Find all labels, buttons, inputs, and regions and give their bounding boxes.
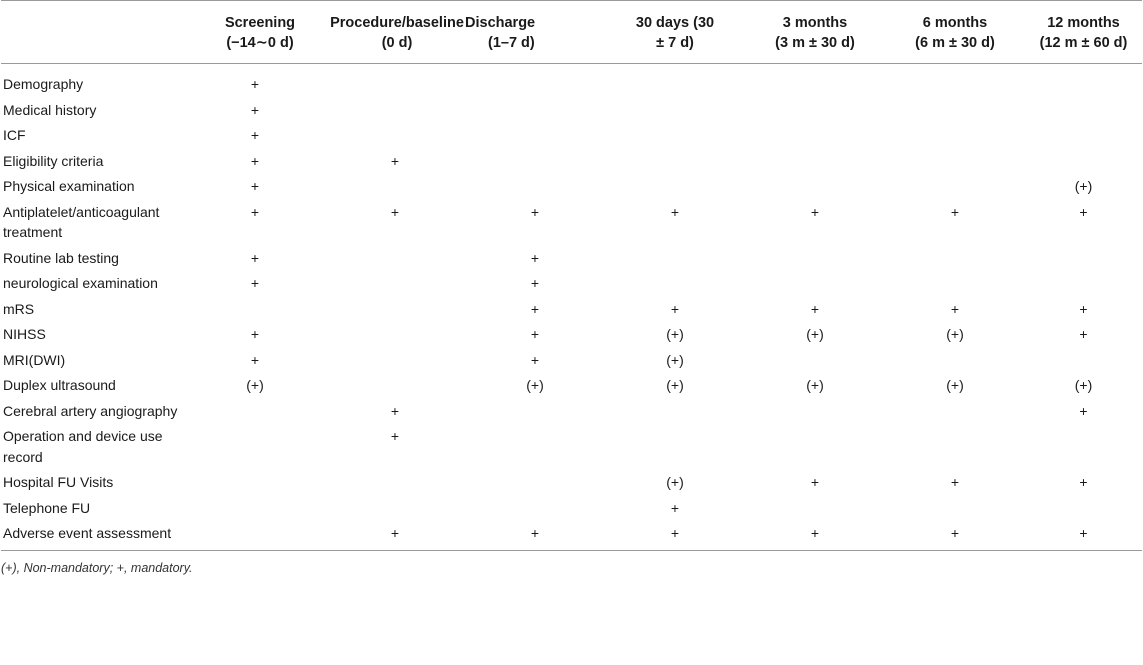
table-cell: + xyxy=(530,275,540,291)
table-cell xyxy=(325,270,465,296)
table-cell: + xyxy=(670,300,680,317)
row-label: Cerebral artery angiography xyxy=(3,402,178,419)
table-cell xyxy=(465,423,605,469)
table-cell: (+) xyxy=(666,474,684,490)
row-label: ICF xyxy=(3,127,26,143)
table-cell: (+) xyxy=(246,377,264,393)
table-cell xyxy=(465,398,605,424)
table-cell xyxy=(1025,122,1142,148)
table-cell xyxy=(1025,97,1142,123)
header-line-2: ± 7 d) xyxy=(656,35,694,51)
table-cell xyxy=(605,64,745,97)
row-label: Routine lab testing xyxy=(3,249,119,266)
table-header xyxy=(1,1,1142,64)
table-row xyxy=(1,245,1142,271)
row-label: mRS xyxy=(3,300,35,317)
table-cell xyxy=(1025,347,1142,373)
table-cell: + xyxy=(530,525,540,541)
study-schedule-table xyxy=(1,0,1142,550)
table-cell xyxy=(185,423,325,469)
table-cell xyxy=(885,245,1025,271)
table-cell xyxy=(605,423,745,469)
header-screening xyxy=(185,1,325,64)
table-cell: + xyxy=(530,300,540,317)
table-cell xyxy=(885,148,1025,174)
table-cell xyxy=(605,398,745,424)
table-cell xyxy=(605,122,745,148)
row-label: Medical history xyxy=(3,101,97,118)
table-cell xyxy=(185,495,325,521)
table-cell xyxy=(885,122,1025,148)
table-cell xyxy=(465,122,605,148)
table-cell xyxy=(465,495,605,521)
table-cell xyxy=(745,270,885,296)
table-cell xyxy=(885,270,1025,296)
table-cell xyxy=(605,148,745,174)
table-cell xyxy=(325,321,465,347)
row-label: Adverse event assessment xyxy=(3,525,172,541)
table-row xyxy=(1,469,1142,495)
table-cell xyxy=(325,97,465,123)
row-label: Operation and device use record xyxy=(3,428,163,465)
table-cell xyxy=(465,64,605,97)
table-cell xyxy=(325,245,465,271)
table-cell xyxy=(325,122,465,148)
table-row xyxy=(1,148,1142,174)
table-cell xyxy=(605,245,745,271)
header-line-1: Discharge xyxy=(465,15,536,31)
table-cell xyxy=(745,122,885,148)
table-cell: + xyxy=(1079,402,1088,419)
table-cell xyxy=(1025,270,1142,296)
header-blank xyxy=(1,1,185,64)
table-cell: + xyxy=(250,275,260,291)
table-cell: + xyxy=(810,203,820,220)
table-cell: + xyxy=(1079,203,1088,220)
table-cell xyxy=(325,372,465,398)
row-label: MRI(DWI) xyxy=(3,351,66,368)
table-cell xyxy=(325,173,465,199)
table-cell xyxy=(465,173,605,199)
table-cell xyxy=(745,173,885,199)
table-cell: + xyxy=(670,525,680,541)
table-cell xyxy=(325,347,465,373)
row-label: Physical examination xyxy=(3,178,135,194)
row-label: Duplex ultrasound xyxy=(3,377,116,393)
footnote-text: (+), Non-mandatory; +, mandatory. xyxy=(1,560,193,575)
table-cell: (+) xyxy=(806,377,824,393)
header-procedure-baseline xyxy=(325,1,465,64)
header-discharge xyxy=(465,1,605,64)
table-cell xyxy=(1025,64,1142,97)
table-cell: + xyxy=(250,351,260,368)
table-cell: (+) xyxy=(666,377,684,393)
table-cell: + xyxy=(1079,300,1088,317)
table-footnote xyxy=(1,550,1142,575)
table-cell xyxy=(325,296,465,322)
table-cell xyxy=(465,148,605,174)
table-cell xyxy=(1025,245,1142,271)
header-line-2: (−14∼0 d) xyxy=(226,35,294,51)
table-row xyxy=(1,347,1142,373)
table-cell xyxy=(745,148,885,174)
table-cell: + xyxy=(670,203,680,220)
table-row xyxy=(1,296,1142,322)
table-cell: + xyxy=(250,152,260,169)
table-cell: + xyxy=(390,203,400,220)
table-row xyxy=(1,423,1142,469)
table-cell: + xyxy=(390,152,400,169)
table-cell: + xyxy=(950,300,960,317)
header-line-1: 30 days (30 xyxy=(635,15,715,31)
table-cell xyxy=(185,398,325,424)
table-cell: + xyxy=(530,203,540,220)
table-cell: + xyxy=(810,525,820,541)
table-cell xyxy=(605,97,745,123)
table-cell: + xyxy=(530,326,540,342)
table-cell xyxy=(885,347,1025,373)
table-cell xyxy=(325,469,465,495)
table-cell xyxy=(745,495,885,521)
row-label: Demography xyxy=(3,76,84,92)
table-cell: + xyxy=(390,402,400,419)
table-cell: + xyxy=(1079,474,1088,490)
table-cell xyxy=(465,469,605,495)
table-row xyxy=(1,199,1142,245)
header-6-months xyxy=(885,1,1025,64)
table-row xyxy=(1,372,1142,398)
table-cell xyxy=(185,296,325,322)
table-cell: + xyxy=(250,178,260,194)
header-line-2: (3 m ± 30 d) xyxy=(775,35,855,51)
table-cell: + xyxy=(250,127,260,143)
table-cell xyxy=(185,520,325,550)
table-cell: (+) xyxy=(526,377,544,393)
header-3-months xyxy=(745,1,885,64)
table-cell xyxy=(745,347,885,373)
table-cell: + xyxy=(950,525,960,541)
table-cell: + xyxy=(250,249,260,266)
table-row xyxy=(1,122,1142,148)
row-label: Telephone FU xyxy=(3,499,91,516)
header-line-1: 6 months xyxy=(922,15,988,31)
table-cell: + xyxy=(670,499,680,516)
table-cell: + xyxy=(390,428,400,444)
table-cell xyxy=(605,173,745,199)
table-cell xyxy=(745,64,885,97)
table-cell: (+) xyxy=(666,351,684,368)
table-cell: + xyxy=(950,203,960,220)
header-line-2: (1–7 d) xyxy=(488,35,535,51)
table-cell: + xyxy=(530,249,540,266)
table-row xyxy=(1,173,1142,199)
row-label: NIHSS xyxy=(3,326,46,342)
table-cell xyxy=(185,469,325,495)
table-cell: + xyxy=(250,326,260,342)
row-label: neurological examination xyxy=(3,275,158,291)
table-body xyxy=(1,64,1142,550)
table-cell: (+) xyxy=(806,326,824,342)
table-row xyxy=(1,398,1142,424)
table-cell xyxy=(885,495,1025,521)
table-cell xyxy=(885,97,1025,123)
header-row xyxy=(1,1,1142,64)
table-cell xyxy=(885,64,1025,97)
header-30-days xyxy=(605,1,745,64)
row-label: Hospital FU Visits xyxy=(3,474,114,490)
header-line-1: Screening xyxy=(224,15,296,31)
table-cell: + xyxy=(950,474,960,490)
table-cell xyxy=(1025,148,1142,174)
table-cell xyxy=(1025,495,1142,521)
table-cell: + xyxy=(250,76,260,92)
table-cell xyxy=(465,97,605,123)
table-cell xyxy=(885,398,1025,424)
table-cell xyxy=(325,495,465,521)
table-cell xyxy=(745,245,885,271)
table-row xyxy=(1,270,1142,296)
table-row xyxy=(1,495,1142,521)
header-12-months xyxy=(1025,1,1142,64)
table-cell xyxy=(605,270,745,296)
table-cell: + xyxy=(250,203,260,220)
table-cell xyxy=(745,423,885,469)
table-cell: (+) xyxy=(946,326,964,342)
header-line-2: (12 m ± 60 d) xyxy=(1039,35,1128,51)
table-cell: (+) xyxy=(1074,178,1093,194)
table-cell: + xyxy=(1079,326,1088,342)
table-cell xyxy=(325,64,465,97)
header-line-2: (6 m ± 30 d) xyxy=(915,35,995,51)
header-line-1: 3 months xyxy=(782,15,848,31)
header-line-1: 12 months xyxy=(1047,15,1120,31)
table-cell: (+) xyxy=(946,377,964,393)
table-cell: + xyxy=(810,300,820,317)
table-cell: + xyxy=(1079,525,1088,541)
table-row xyxy=(1,97,1142,123)
table-cell: + xyxy=(250,101,260,118)
table-row xyxy=(1,64,1142,97)
table-cell: + xyxy=(810,474,820,490)
header-line-1: Procedure/baseline xyxy=(330,15,464,31)
table-cell: + xyxy=(390,525,400,541)
row-label: Eligibility criteria xyxy=(3,152,104,169)
table-cell xyxy=(1025,423,1142,469)
table-cell xyxy=(885,173,1025,199)
table-row xyxy=(1,520,1142,550)
table-cell: (+) xyxy=(666,326,684,342)
row-label: Antiplatelet/anticoagulant treatment xyxy=(3,203,160,240)
table-cell: + xyxy=(530,351,540,368)
table-cell xyxy=(885,423,1025,469)
table-row xyxy=(1,321,1142,347)
table-cell xyxy=(745,97,885,123)
table-cell xyxy=(745,398,885,424)
header-line-2: (0 d) xyxy=(381,35,413,51)
table-cell: (+) xyxy=(1074,377,1093,393)
